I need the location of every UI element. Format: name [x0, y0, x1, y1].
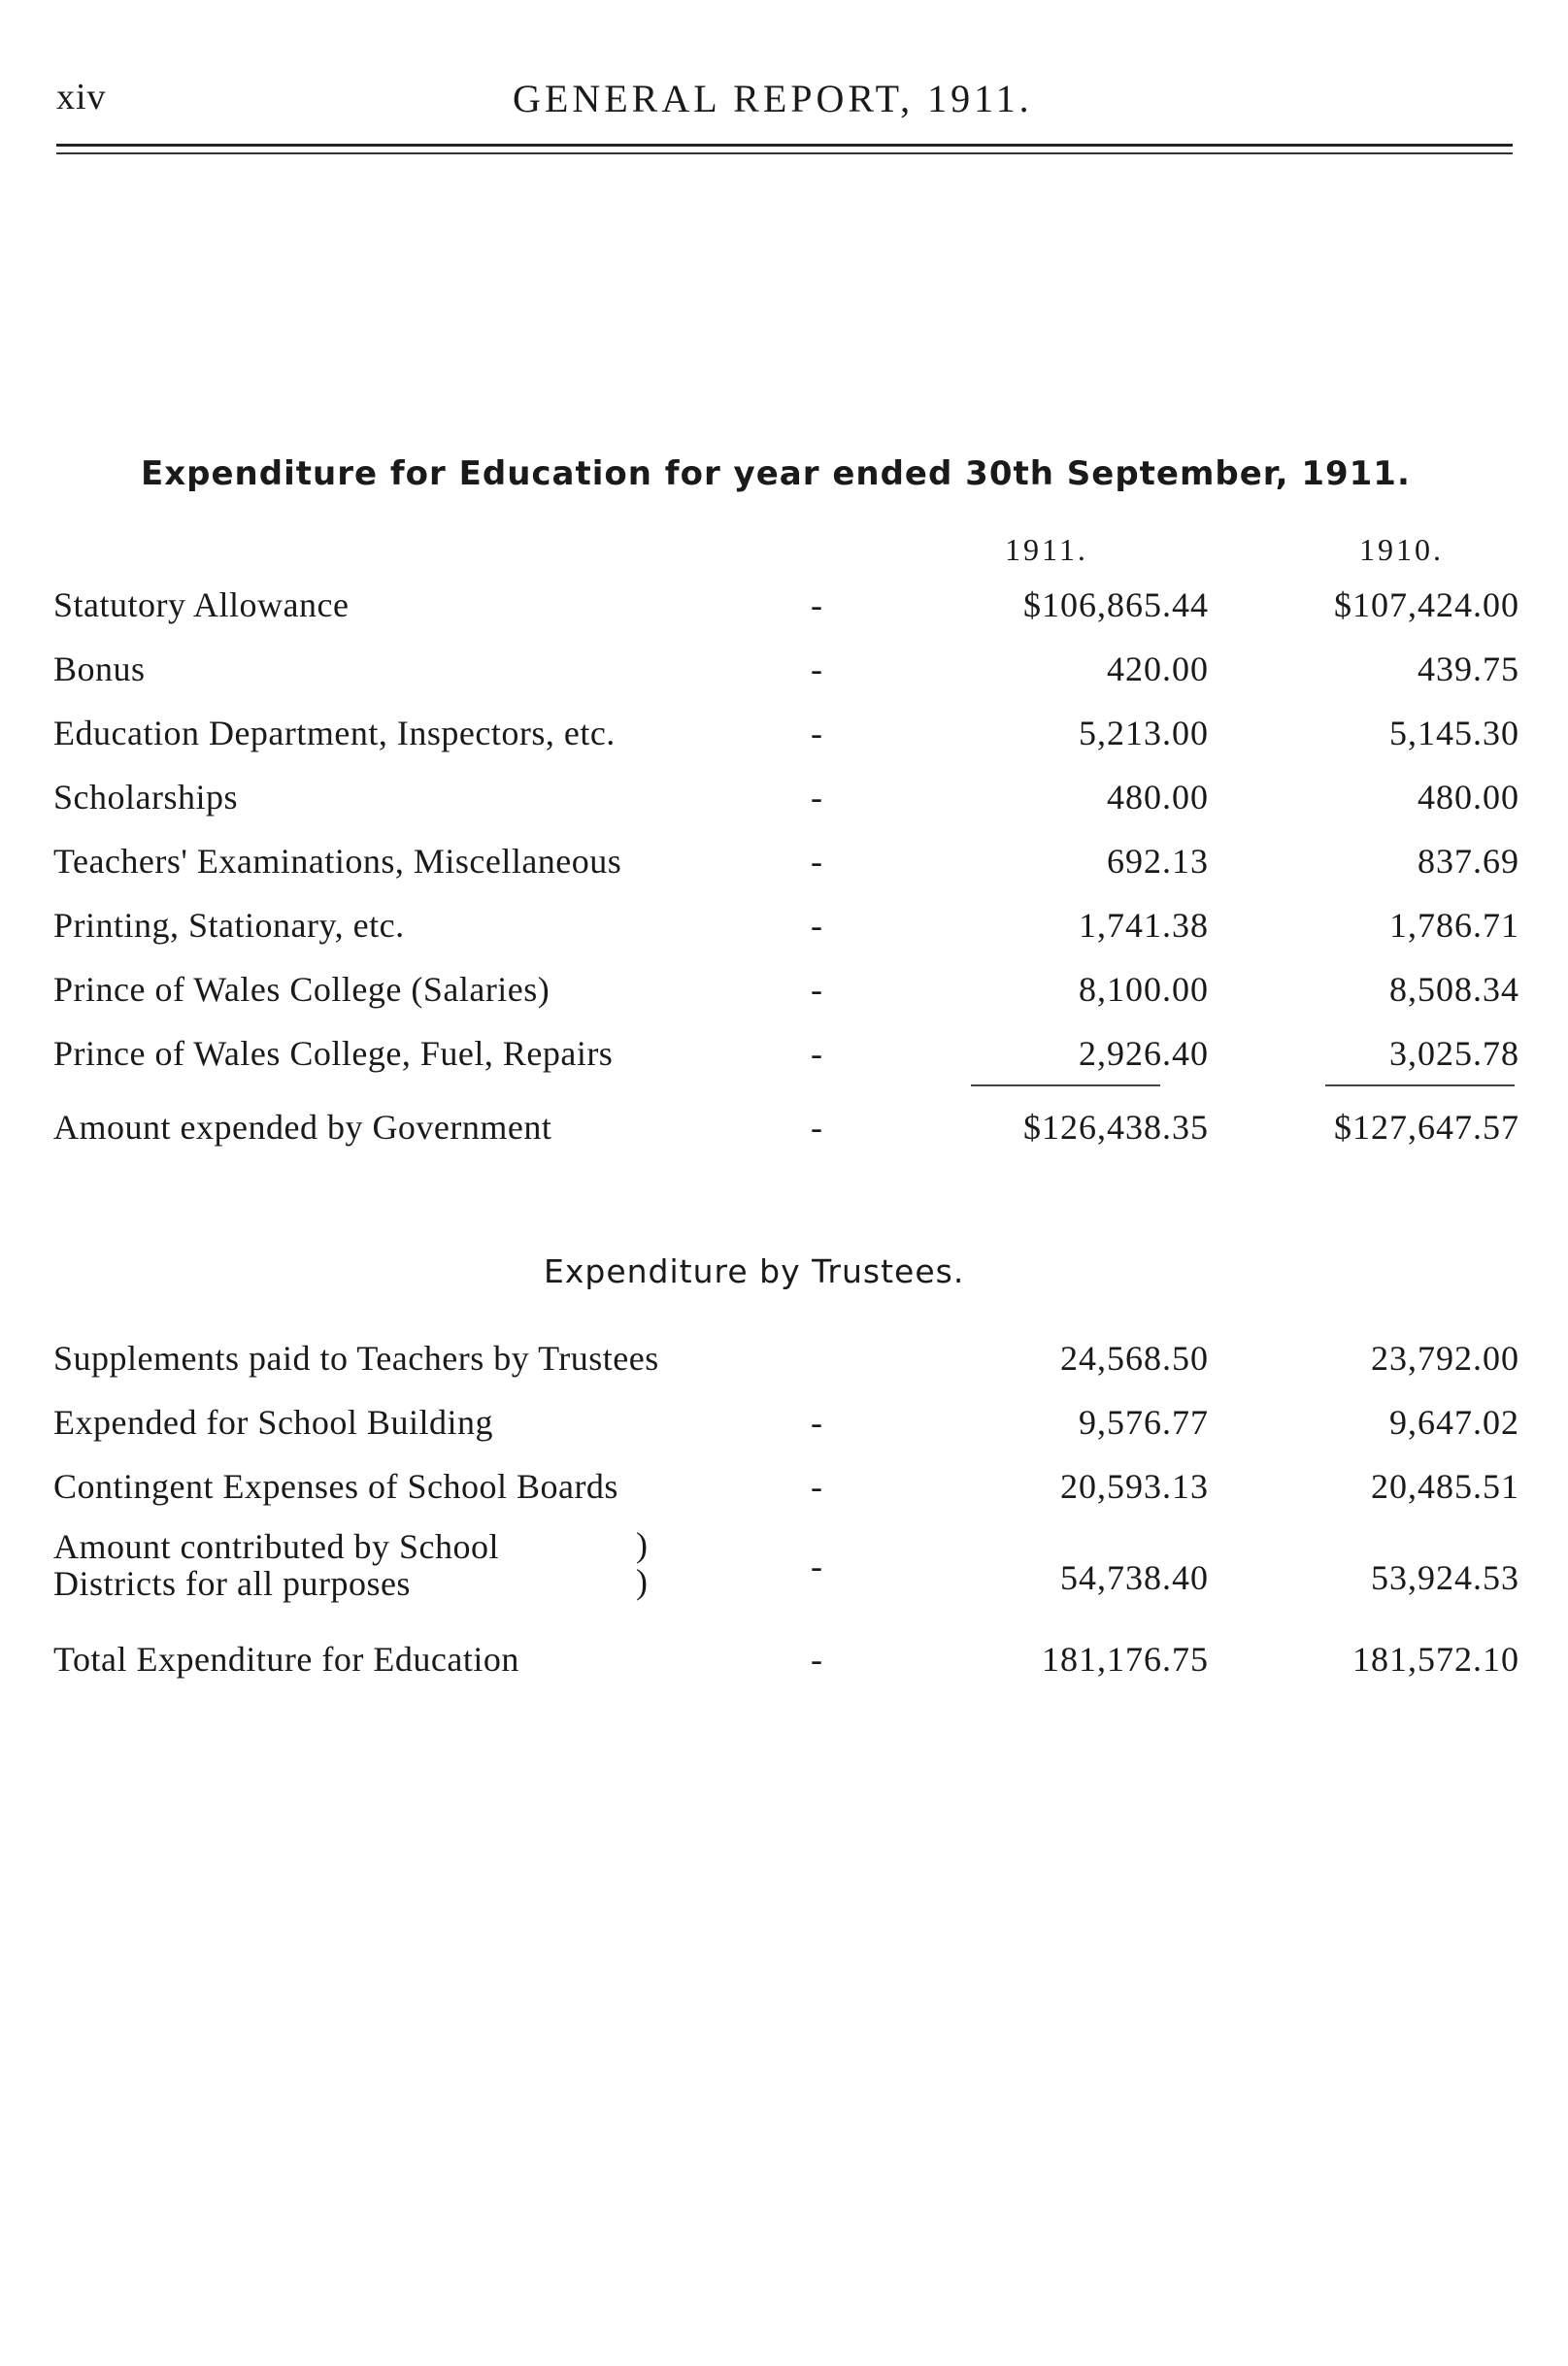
- value-1911: 420.00: [1107, 650, 1209, 688]
- header-rule-thin: [56, 152, 1513, 154]
- leader-dash: -: [811, 650, 822, 688]
- leader-dash: -: [811, 1034, 822, 1073]
- table-row: [53, 1338, 1519, 1384]
- table-row: [53, 969, 1519, 1016]
- leader-dash: -: [811, 1108, 822, 1147]
- row-label: Supplements paid to Teachers by Trustees: [53, 1339, 659, 1378]
- leader-dash: -: [811, 1640, 822, 1679]
- leader-dash: -: [811, 778, 822, 816]
- value-1911: 8,100.00: [1079, 970, 1209, 1009]
- value-1910: 480.00: [1418, 778, 1519, 816]
- table-row-districts: [53, 1526, 1519, 1610]
- row-label: Expended for School Building: [53, 1403, 493, 1442]
- value-1910: 5,145.30: [1389, 714, 1519, 752]
- row-label: Scholarships: [53, 778, 238, 816]
- leader-dash: -: [811, 842, 822, 881]
- row-label: Printing, Stationary, etc.: [53, 906, 405, 945]
- total-1911: 181,176.75: [1042, 1640, 1209, 1679]
- row-label: Prince of Wales College, Fuel, Repairs: [53, 1034, 614, 1073]
- column-header-1910: 1910.: [1359, 532, 1444, 567]
- table-row: [53, 1466, 1519, 1513]
- value-1911: $106,865.44: [1023, 585, 1209, 624]
- value-1911: 1,741.38: [1079, 906, 1209, 945]
- row-label: Prince of Wales College (Salaries): [53, 970, 550, 1009]
- running-title: GENERAL REPORT, 1911.: [513, 77, 1033, 120]
- section-title-expenditure: Expenditure for Education for year ended 30th September, 1911.: [141, 454, 1411, 493]
- value-1910: 837.69: [1418, 842, 1519, 881]
- row-label-line1: Amount contributed by School: [53, 1527, 499, 1566]
- leader-dash: -: [811, 714, 822, 752]
- total-1910: 181,572.10: [1352, 1640, 1519, 1679]
- total-row: [53, 1639, 1519, 1685]
- row-label-line2: Districts for all purposes: [53, 1564, 411, 1603]
- leader-dash: -: [811, 585, 822, 624]
- value-1910: 1,786.71: [1389, 906, 1519, 945]
- table-row: [53, 777, 1519, 823]
- page-header: [56, 76, 1513, 124]
- total-1911: $126,438.35: [1023, 1108, 1209, 1147]
- sum-rule-1911: [971, 1084, 1160, 1086]
- page-number: xiv: [56, 77, 107, 117]
- total-row: [53, 1107, 1519, 1153]
- sum-rule-1910: [1325, 1084, 1515, 1086]
- value-1911: 20,593.13: [1060, 1467, 1209, 1506]
- value-1910: 9,647.02: [1389, 1403, 1519, 1442]
- table-row: [53, 649, 1519, 695]
- row-label: Statutory Allowance: [53, 585, 350, 624]
- value-1910: 439.75: [1418, 650, 1519, 688]
- table-row: [53, 841, 1519, 887]
- header-rule: [56, 144, 1513, 147]
- value-1911: 2,926.40: [1079, 1034, 1209, 1073]
- total-1910: $127,647.57: [1334, 1108, 1519, 1147]
- row-label: Contingent Expenses of School Boards: [53, 1467, 618, 1506]
- value-1910: 53,924.53: [1371, 1558, 1519, 1597]
- leader-dash: -: [811, 970, 822, 1009]
- section-title-trustees: Expenditure by Trustees.: [544, 1252, 965, 1290]
- column-header-1911: 1911.: [1005, 532, 1088, 567]
- table-row: [53, 1402, 1519, 1449]
- value-1910: 20,485.51: [1371, 1467, 1519, 1506]
- table-row: [53, 713, 1519, 759]
- row-label: Education Department, Inspectors, etc.: [53, 714, 616, 752]
- row-label: Teachers' Examinations, Miscellaneous: [53, 842, 622, 881]
- table-row: [53, 905, 1519, 951]
- table-row: [53, 584, 1519, 631]
- leader-dash: -: [811, 906, 822, 945]
- total-label: Amount expended by Government: [53, 1108, 552, 1147]
- leader-dash: -: [811, 1467, 822, 1506]
- value-1910: 8,508.34: [1389, 970, 1519, 1009]
- value-1910: $107,424.00: [1334, 585, 1519, 624]
- row-label: Bonus: [53, 650, 146, 688]
- value-1911: 24,568.50: [1060, 1339, 1209, 1378]
- table-row: [53, 1033, 1519, 1080]
- value-1911: 9,576.77: [1079, 1403, 1209, 1442]
- value-1910: 23,792.00: [1371, 1339, 1519, 1378]
- brace-icon: ) ): [636, 1525, 648, 1601]
- leader-dash: -: [811, 1547, 822, 1585]
- value-1911: 54,738.40: [1060, 1558, 1209, 1597]
- total-label: Total Expenditure for Education: [53, 1640, 519, 1679]
- leader-dash: -: [811, 1403, 822, 1442]
- value-1911: 5,213.00: [1079, 714, 1209, 752]
- value-1910: 3,025.78: [1389, 1034, 1519, 1073]
- value-1911: 480.00: [1107, 778, 1209, 816]
- value-1911: 692.13: [1107, 842, 1209, 881]
